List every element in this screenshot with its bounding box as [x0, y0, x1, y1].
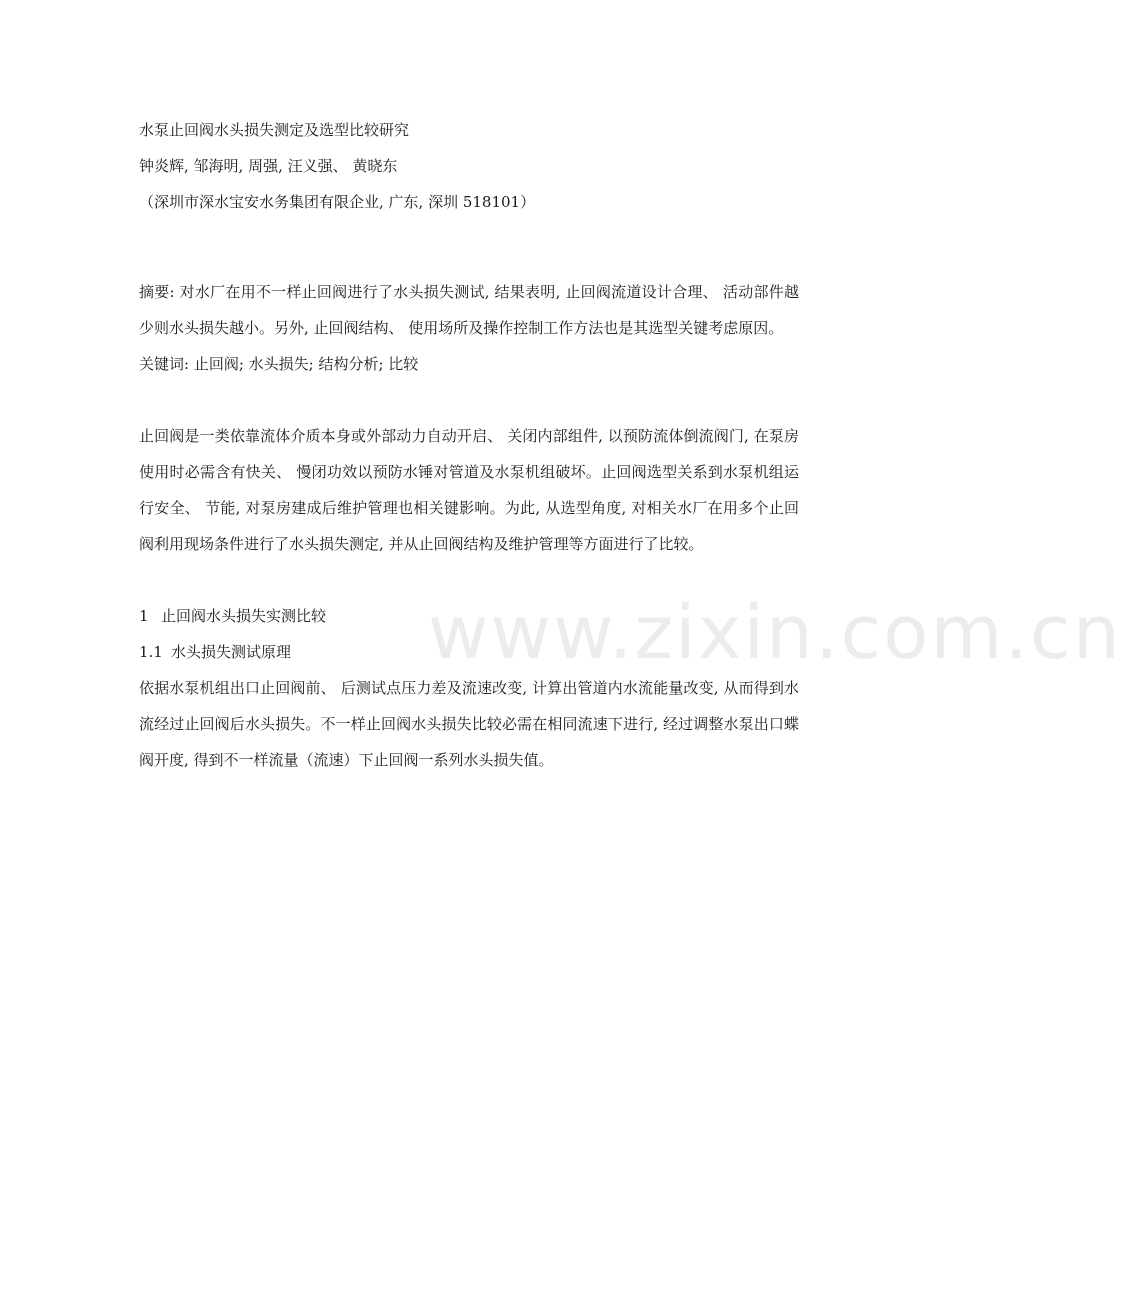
paper-title: 水泵止回阀水头损失测定及选型比较研究: [139, 121, 410, 139]
section-heading-1: [139, 598, 799, 634]
subsection-paragraph: 依据水泵机组出口止回阀前、 后测试点压力差及流速改变, 计算出管道内水流能量改变, 从而得到水流经过止回阀后水头损失。不一样止回阀水头损失比较必需在相同流速下进行, 经过调整水泵出口蝶阀开度, 得到不一样流量（流速）下止回阀一系列水头损失值。: [139, 679, 799, 769]
watermark: www.zixin.com.cn: [428, 590, 1122, 676]
paper-body: [139, 112, 799, 778]
abstract: 摘要: 对水厂在用不一样止回阀进行了水头损失测试, 结果表明, 止回阀流道设计合理、 活动部件越少则水头损失越小。另外, 止回阀结构、 使用场所及操作控制工作方法也是其选型关键考虑原因。: [139, 283, 799, 337]
subsection-heading-1-1: [139, 634, 799, 670]
subsection-title: 水头损失测试原理: [171, 643, 292, 661]
author-list: 钟炎辉, 邹海明, 周强, 汪义强、 黄晓东: [139, 157, 398, 175]
keywords: 关键词: 止回阀; 水头损失; 结构分析; 比较: [139, 355, 419, 373]
spacer: [139, 382, 799, 418]
section-number: 1: [139, 607, 149, 625]
intro-paragraph: 止回阀是一类依靠流体介质本身或外部动力自动开启、 关闭内部组件, 以预防流体倒流阀门, 在泵房使用时必需含有快关、 慢闭功效以预防水锤对管道及水泵机组破坏。止回阀选型关系到水泵机组运行安全、 节能, 对泵房建成后维护管理也相关键影响。为此, 从选型角度, 对相关水厂在用多个止回阀利用现场条件进行了水头损失测定, 并从止回阀结构及维护管理等方面进行了比较。: [139, 427, 799, 553]
affiliation: （深圳市深水宝安水务集团有限企业, 广东, 深圳 518101）: [139, 193, 536, 211]
spacer: [139, 220, 799, 274]
spacer: [139, 562, 799, 598]
subsection-number: 1.1: [139, 643, 163, 661]
section-title: 止回阀水头损失实测比较: [161, 607, 327, 625]
